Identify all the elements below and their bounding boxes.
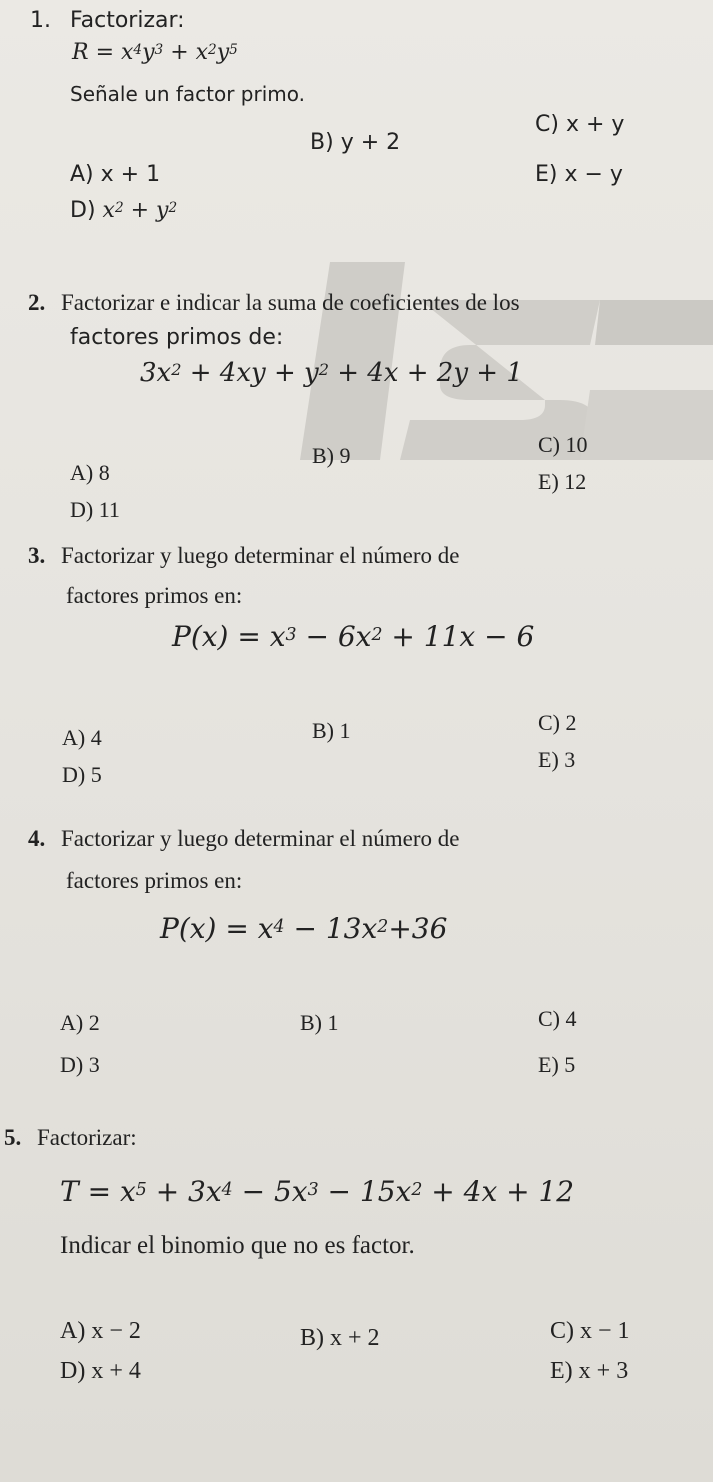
exponent: 4 (273, 916, 285, 937)
option-c[interactable]: C) 2 (538, 710, 577, 735)
question-prompt: Factorizar e indicar la suma de coeficientes de los (61, 290, 520, 315)
option-text: x (102, 198, 115, 223)
option-text: + y (130, 198, 169, 223)
question-3-expression (172, 620, 534, 653)
expression-term: +36 (388, 912, 448, 945)
exponent: 2 (411, 1179, 423, 1200)
option-c[interactable]: C) 10 (538, 432, 588, 457)
option-e[interactable]: E) 3 (538, 747, 576, 772)
option-e[interactable]: E) 5 (538, 1052, 576, 1077)
option-letter: E) (535, 162, 558, 187)
expression-term: + 3x (155, 1175, 222, 1208)
option-d[interactable]: D) 5 (62, 762, 102, 787)
option-d[interactable]: D) x + 4 (60, 1358, 141, 1384)
question-number: 5. (4, 1125, 22, 1150)
option-letter: B) (310, 130, 334, 155)
option-letter: C) (535, 112, 559, 137)
option-e[interactable] (535, 162, 623, 187)
expression-term: − 13x (293, 912, 378, 945)
option-b[interactable]: B) 9 (312, 443, 351, 468)
exponent: 3 (307, 1179, 319, 1200)
question-number: 1. (30, 8, 51, 33)
question-3 (28, 543, 460, 569)
question-prompt: Factorizar y luego determinar el número de (61, 826, 460, 851)
option-letter: A) (70, 162, 94, 187)
exponent: 2 (318, 360, 329, 380)
option-a[interactable] (70, 162, 160, 187)
expression-term: − 15x (327, 1175, 412, 1208)
option-a[interactable]: A) 2 (60, 1010, 100, 1035)
option-b[interactable]: B) 1 (300, 1010, 339, 1035)
question-4-expression (160, 912, 447, 945)
option-b[interactable]: B) x + 2 (300, 1325, 380, 1351)
option-text: x + y (565, 112, 625, 137)
option-c[interactable]: C) 4 (538, 1006, 577, 1031)
exponent: 3 (154, 42, 164, 59)
option-b[interactable] (310, 130, 400, 155)
question-number: 2. (28, 290, 46, 315)
exponent: 4 (221, 1179, 233, 1200)
question-5-subprompt: Indicar el binomio que no es factor. (60, 1232, 415, 1259)
expression-term: P(x) = x (160, 912, 274, 945)
expression-term: + 11x − 6 (391, 620, 535, 653)
question-4-prompt-line2: factores primos en: (66, 868, 243, 893)
question-2 (28, 290, 520, 316)
option-b[interactable]: B) 1 (312, 718, 351, 743)
exponent: 2 (377, 916, 389, 937)
expression-term: P(x) = x (172, 620, 286, 653)
question-prompt: Factorizar y luego determinar el número de (61, 543, 460, 568)
question-number: 4. (28, 826, 46, 851)
question-5-expression (60, 1175, 574, 1208)
expression-lhs: R (72, 40, 89, 65)
exponent: 4 (133, 42, 143, 59)
expression-term: 3x (140, 358, 172, 388)
expression-term: + 4x + 12 (431, 1175, 575, 1208)
option-text: x + 1 (100, 162, 161, 187)
option-d[interactable]: D) 3 (60, 1052, 100, 1077)
exponent: 2 (168, 200, 178, 217)
question-prompt: Factorizar: (37, 1125, 137, 1150)
expression-term: + 4x + 2y + 1 (337, 358, 523, 388)
exponent: 2 (114, 200, 124, 217)
question-2-expression (140, 358, 523, 388)
expression-term: T = x (60, 1175, 136, 1208)
question-3-prompt-line2: factores primos en: (66, 583, 243, 608)
expression-term: + 4xy + y (189, 358, 319, 388)
exponent: 5 (135, 1179, 147, 1200)
option-d[interactable] (70, 198, 177, 223)
question-1 (30, 8, 185, 33)
exponent: 2 (371, 624, 383, 645)
option-letter: D) (70, 198, 96, 223)
exponent: 2 (208, 42, 217, 59)
option-a[interactable]: A) 4 (62, 725, 102, 750)
question-1-subprompt: Señale un factor primo. (70, 82, 306, 106)
question-2-prompt-line2: factores primos de: (70, 325, 284, 350)
option-a[interactable]: A) x − 2 (60, 1318, 141, 1344)
option-c[interactable]: C) x − 1 (550, 1318, 630, 1344)
question-5 (4, 1125, 137, 1151)
exponent: 2 (171, 360, 182, 380)
option-a[interactable]: A) 8 (70, 460, 110, 485)
option-c[interactable] (535, 112, 624, 137)
option-e[interactable]: E) x + 3 (550, 1358, 629, 1384)
option-d[interactable]: D) 11 (70, 497, 120, 522)
question-number: 3. (28, 543, 46, 568)
exponent: 3 (285, 624, 297, 645)
question-4 (28, 826, 460, 852)
exponent: 5 (229, 42, 238, 59)
option-text: x − y (564, 162, 623, 187)
question-prompt: Factorizar: (70, 8, 185, 33)
option-text: y + 2 (340, 130, 401, 155)
question-1-expression: $R = x^4y^3 + x^2y^5$ (72, 40, 238, 65)
expression-term: − 5x (241, 1175, 308, 1208)
expression-term: − 6x (305, 620, 372, 653)
option-e[interactable]: E) 12 (538, 469, 587, 494)
